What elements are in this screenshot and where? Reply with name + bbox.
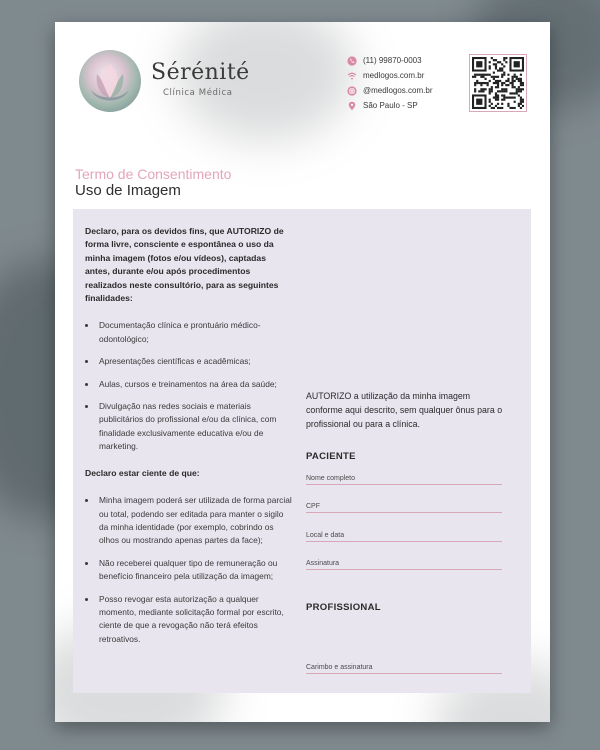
phone-icon: [347, 56, 357, 66]
place-date-field[interactable]: [306, 532, 502, 542]
list-item: [85, 557, 292, 584]
location-pin-icon: [347, 101, 357, 111]
bullet-dot: [85, 499, 88, 502]
list-item: [85, 355, 292, 368]
list-item-text: Não receberei qualquer tipo de remuneração ou benefício financeiro pela utilização da imagem;: [99, 557, 278, 582]
list-item-text: Documentação clínica e prontuário médico-odontológico;: [99, 320, 261, 344]
instagram-text: @medlogos.com.br: [363, 86, 433, 95]
brand-name: Sérénité: [151, 60, 250, 85]
list-item: [85, 400, 292, 454]
stamp-signature-field[interactable]: [306, 664, 502, 674]
phone-text: (11) 99870-0003: [363, 56, 422, 65]
wifi-icon: [347, 71, 357, 81]
signature-column: [306, 389, 504, 671]
list-item-text: Divulgação nas redes sociais e materiais publicitários do profissional e/ou da clínica, com finalidade exclusivamente educativa e/ou de marketing.: [99, 401, 277, 452]
intro-paragraph: Declaro, para os devidos fins, que AUTORIZO de forma livre, consciente e espontânea o uso da minha imagem (fotos e/ou vídeos), captadas antes, durante e/ou após procedimentos realizados neste consultório, para as seguintes finalidades:: [85, 226, 284, 304]
signature-field[interactable]: [306, 560, 502, 570]
bullet-dot: [85, 405, 88, 408]
purposes-list: [85, 319, 292, 453]
patient-heading: PACIENTE: [306, 451, 356, 462]
contact-instagram: [347, 83, 432, 98]
full-name-label: Nome completo: [306, 475, 356, 482]
location-text: São Paulo - SP: [363, 101, 418, 110]
list-item: [85, 593, 292, 647]
document-page: [55, 22, 550, 722]
cpf-field[interactable]: [306, 503, 502, 513]
qr-code: [469, 54, 527, 112]
bullet-dot: [85, 598, 88, 601]
list-item-text: Posso revogar esta autorização a qualquer momento, mediante solicitação formal por escrito, ciente de que a revogação não terá efeitos retroativos.: [99, 593, 284, 644]
place-date-label: Local e data: [306, 532, 345, 539]
stamp-signature-label: Carimbo e assinatura: [306, 664, 373, 671]
bullet-dot: [85, 562, 88, 565]
list-item: [85, 378, 292, 391]
aware-heading: Declaro estar ciente de que:: [85, 467, 200, 478]
list-item-text: Aulas, cursos e treinamentos na área da saúde;: [99, 378, 277, 389]
full-name-field[interactable]: [306, 475, 502, 485]
logo-icon: [79, 50, 141, 112]
signature-label: Assinatura: [306, 560, 340, 567]
terms-list: [85, 494, 292, 646]
contact-location: [347, 98, 432, 113]
contact-list: [347, 53, 432, 113]
professional-heading: PROFISSIONAL: [306, 602, 381, 613]
authorization-statement: AUTORIZO a utilização da minha imagem conforme aqui descrito, sem qualquer ônus para o profissional ou para a clínica.: [306, 391, 503, 429]
list-item-text: Apresentações científicas e acadêmicas;: [99, 356, 251, 367]
bullet-dot: [85, 383, 88, 386]
document-subtitle: Uso de Imagem: [75, 182, 181, 199]
brand-subtitle: Clínica Médica: [163, 88, 233, 98]
contact-website: [347, 68, 432, 83]
declaration-column: [85, 225, 292, 646]
bullet-dot: [85, 360, 88, 363]
content-panel: [73, 209, 531, 693]
cpf-label: CPF: [306, 503, 320, 510]
list-item: [85, 494, 292, 548]
bullet-dot: [85, 324, 88, 327]
list-item-text: Minha imagem poderá ser utilizada de forma parcial ou total, podendo ser editada para manter o sigilo da minha identidade (por exemplo, cobrindo os olhos ou mostrando apenas partes da face);: [99, 495, 292, 546]
document-title: Termo de Consentimento: [75, 166, 232, 182]
list-item: [85, 319, 292, 346]
contact-phone: [347, 53, 432, 68]
instagram-icon: [347, 86, 357, 96]
website-text: medlogos.com.br: [363, 71, 425, 80]
